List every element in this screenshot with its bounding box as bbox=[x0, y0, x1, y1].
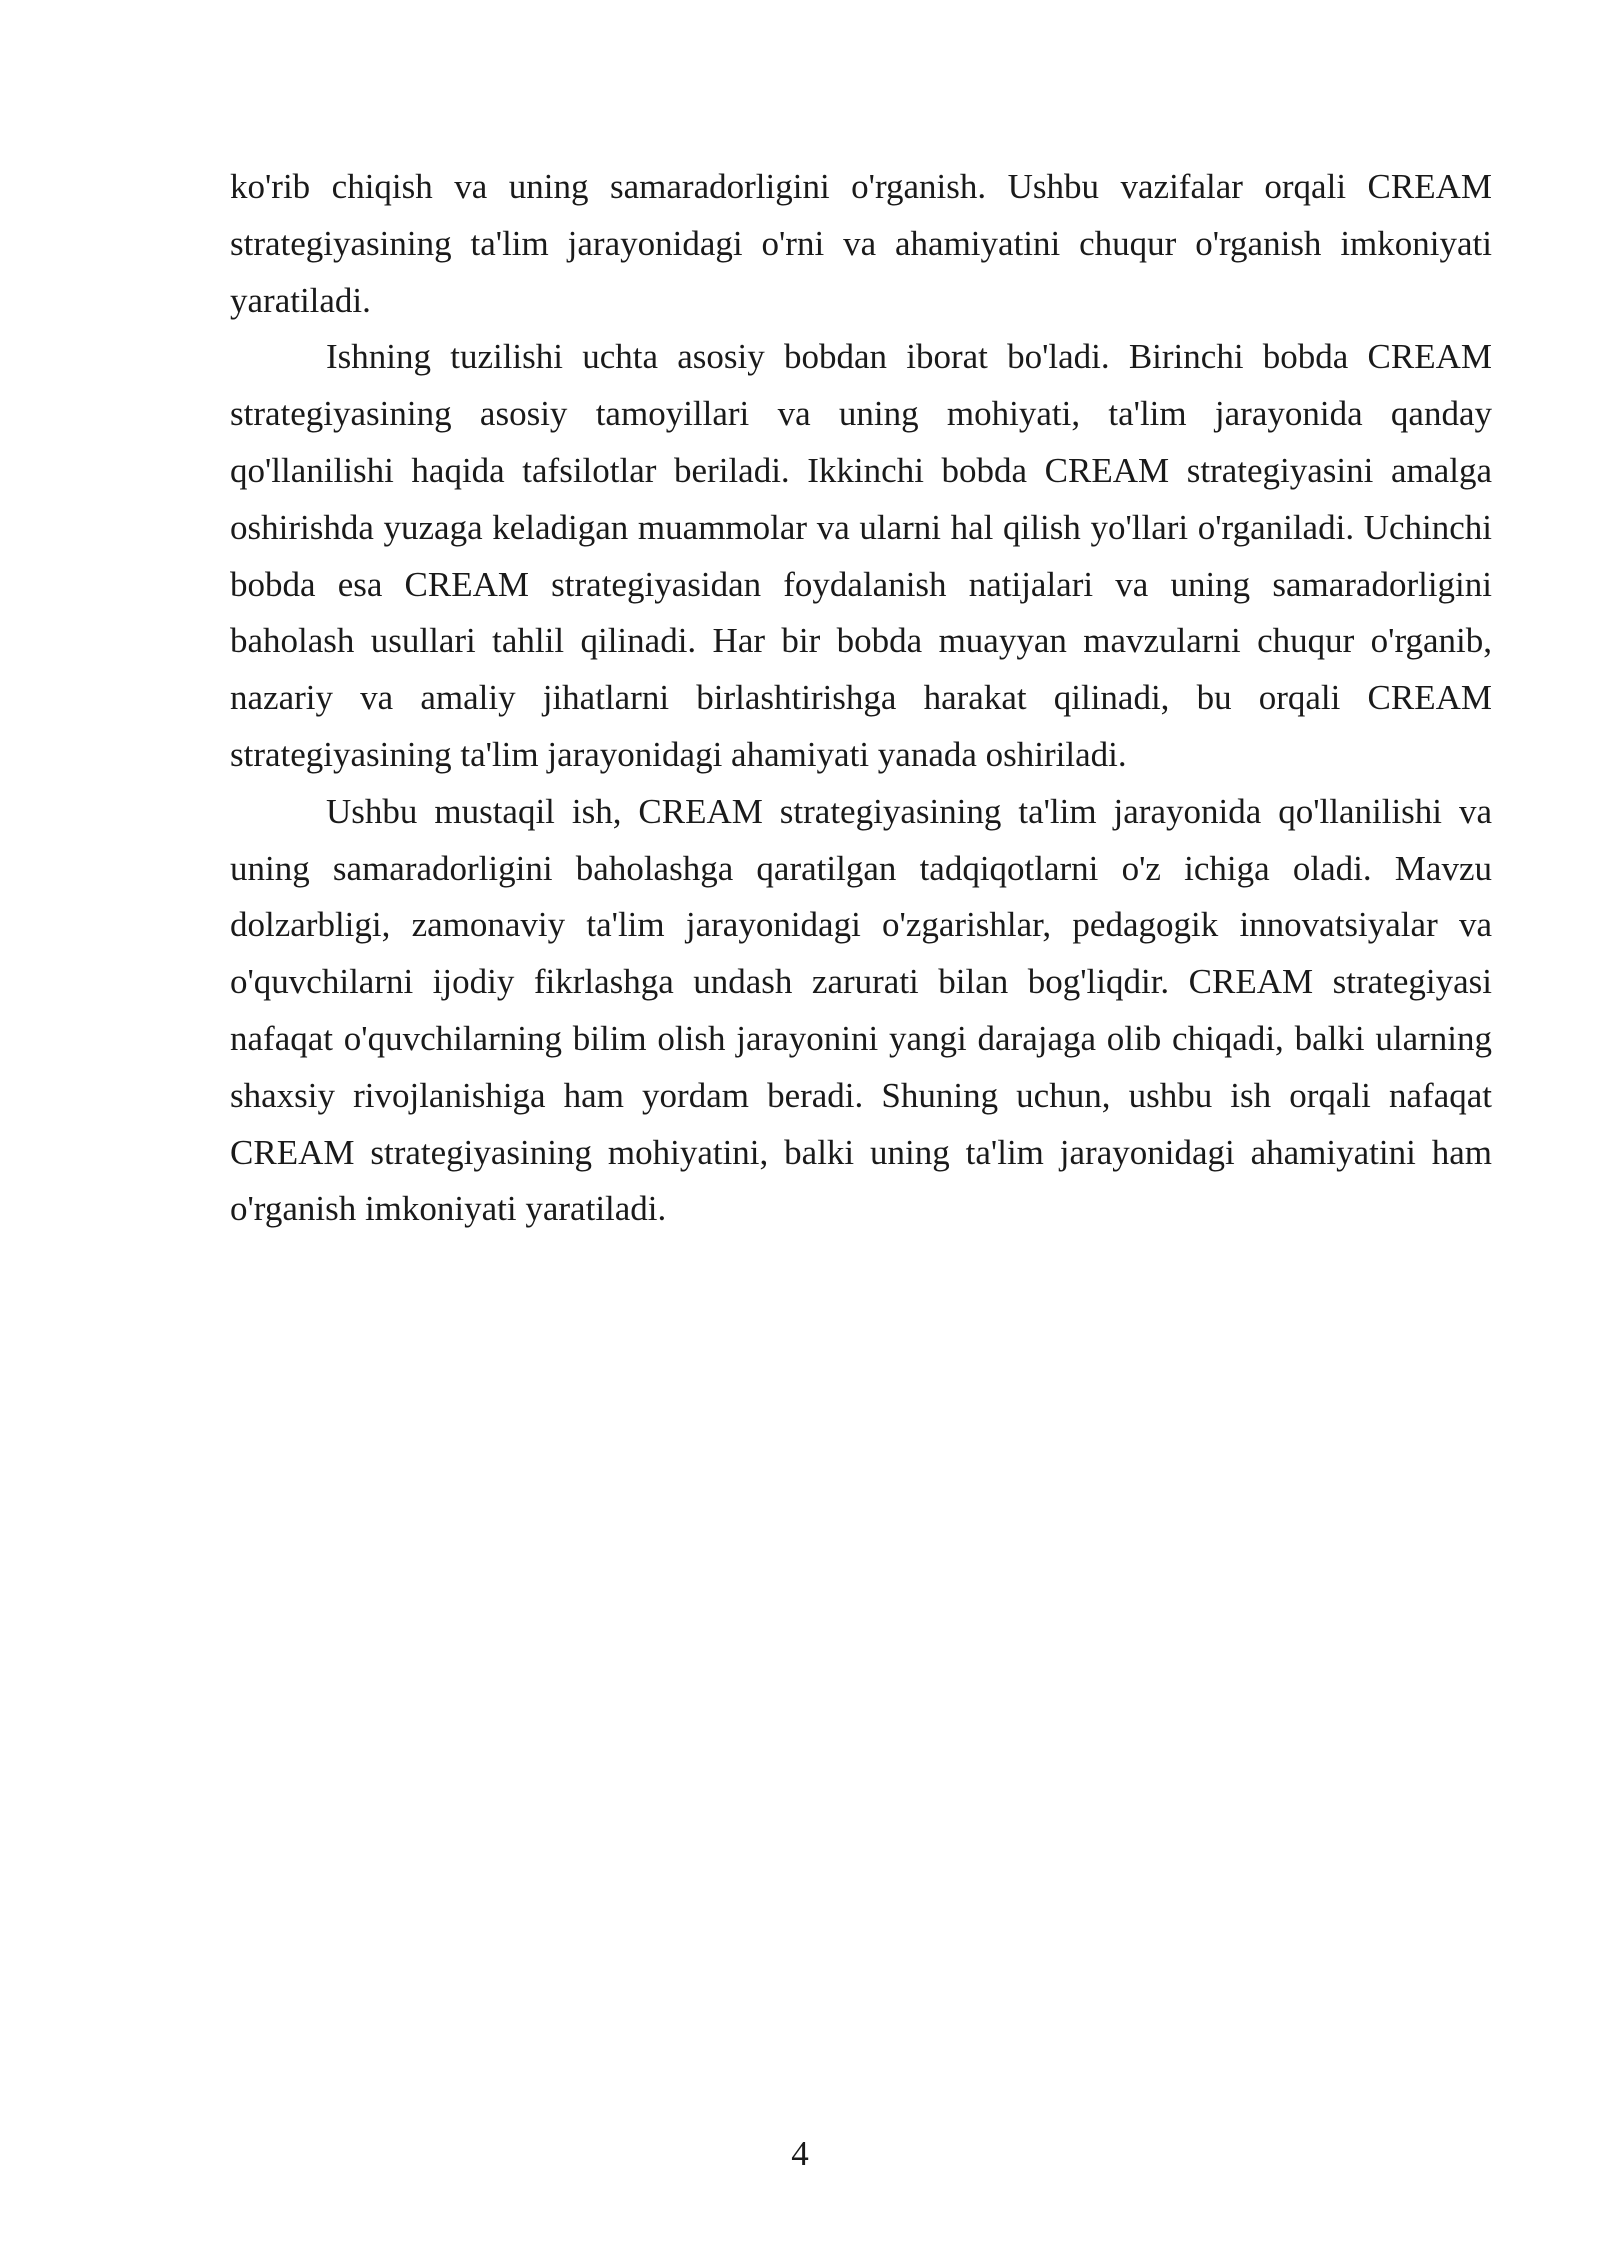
body-text bbox=[230, 159, 1492, 1238]
paragraph-structure: Ishning tuzilishi uchta asosiy bobdan iborat bo'ladi. Birinchi bobda CREAM strategiyasining asosiy tamoyillari va uning mohiyati, ta'lim jarayonida qanday qo'llanilishi haqida tafsilotlar beriladi. Ikkinchi bobda CREAM strategiyasini amalga oshirishda yuzaga keladigan muammolar va ularni hal qilish yo'llari o'rganiladi. Uchinchi bobda esa CREAM strategiyasidan foydalanish natijalari va uning samaradorligini baholash usullari tahlil qilinadi. Har bir bobda muayyan mavzularni chuqur o'rganib, nazariy va amaliy jihatlarni birlashtirishga harakat qilinadi, bu orqali CREAM strategiyasining ta'lim jarayonidagi ahamiyati yanada oshiriladi. bbox=[230, 337, 1492, 774]
paragraph-continuation: ko'rib chiqish va uning samaradorligini o'rganish. Ushbu vazifalar orqali CREAM strategiyasining ta'lim jarayonidagi o'rni va ahamiyatini chuqur o'rganish imkoniyati yaratiladi. bbox=[230, 167, 1492, 320]
paragraph-relevance: Ushbu mustaqil ish, CREAM strategiyasining ta'lim jarayonida qo'llanilishi va uning samaradorligini baholashga qaratilgan tadqiqotlarni o'z ichiga oladi. Mavzu dolzarbligi, zamonaviy ta'lim jarayonidagi o'zgarishlar, pedagogik innovatsiyalar va o'quvchilarni ijodiy fikrlashga undash zarurati bilan bog'liqdir. CREAM strategiyasi nafaqat o'quvchilarning bilim olish jarayonini yangi darajaga olib chiqadi, balki ularning shaxsiy rivojlanishiga ham yordam beradi. Shuning uchun, ushbu ish orqali nafaqat CREAM strategiyasining mohiyatini, balki uning ta'lim jarayonidagi ahamiyatini ham o'rganish imkoniyati yaratiladi. bbox=[230, 791, 1492, 1229]
page-number: 4 bbox=[791, 2134, 809, 2173]
